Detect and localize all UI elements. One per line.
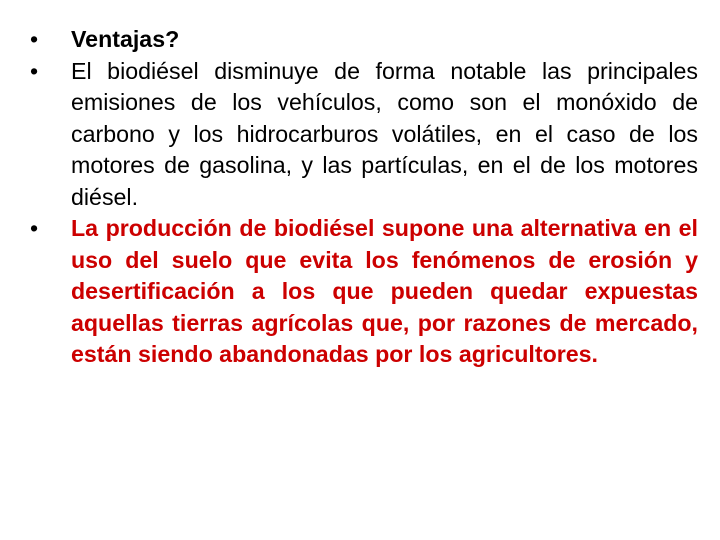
bullet-item-emisiones (30, 56, 698, 214)
bullet-item-ventajas (30, 24, 698, 56)
bullet-dot-icon: • (30, 26, 39, 52)
bullet-body-text: El biodiésel disminuye de forma notable las principales emisiones de los vehículos, como son el monóxido de carbono y los hidrocarburos volátiles, en el caso de los motores de gasolina, y las partículas, en el de los motores diésel. (71, 57, 698, 210)
bullet-heading-text: Ventajas? (71, 26, 180, 52)
bullet-dot-icon: • (30, 215, 39, 241)
bullet-item-produccion (30, 213, 698, 371)
bullet-dot-icon: • (30, 57, 39, 84)
bullet-list (30, 24, 698, 371)
bullet-emphasis-text: La producción de biodiésel supone una alternativa en el uso del suelo que evita los fenómenos de erosión y desertificación a los que pueden quedar expuestas aquellas tierras agrícolas que, por razones de mercado, están siendo abandonadas por los agricultores. (71, 215, 698, 367)
